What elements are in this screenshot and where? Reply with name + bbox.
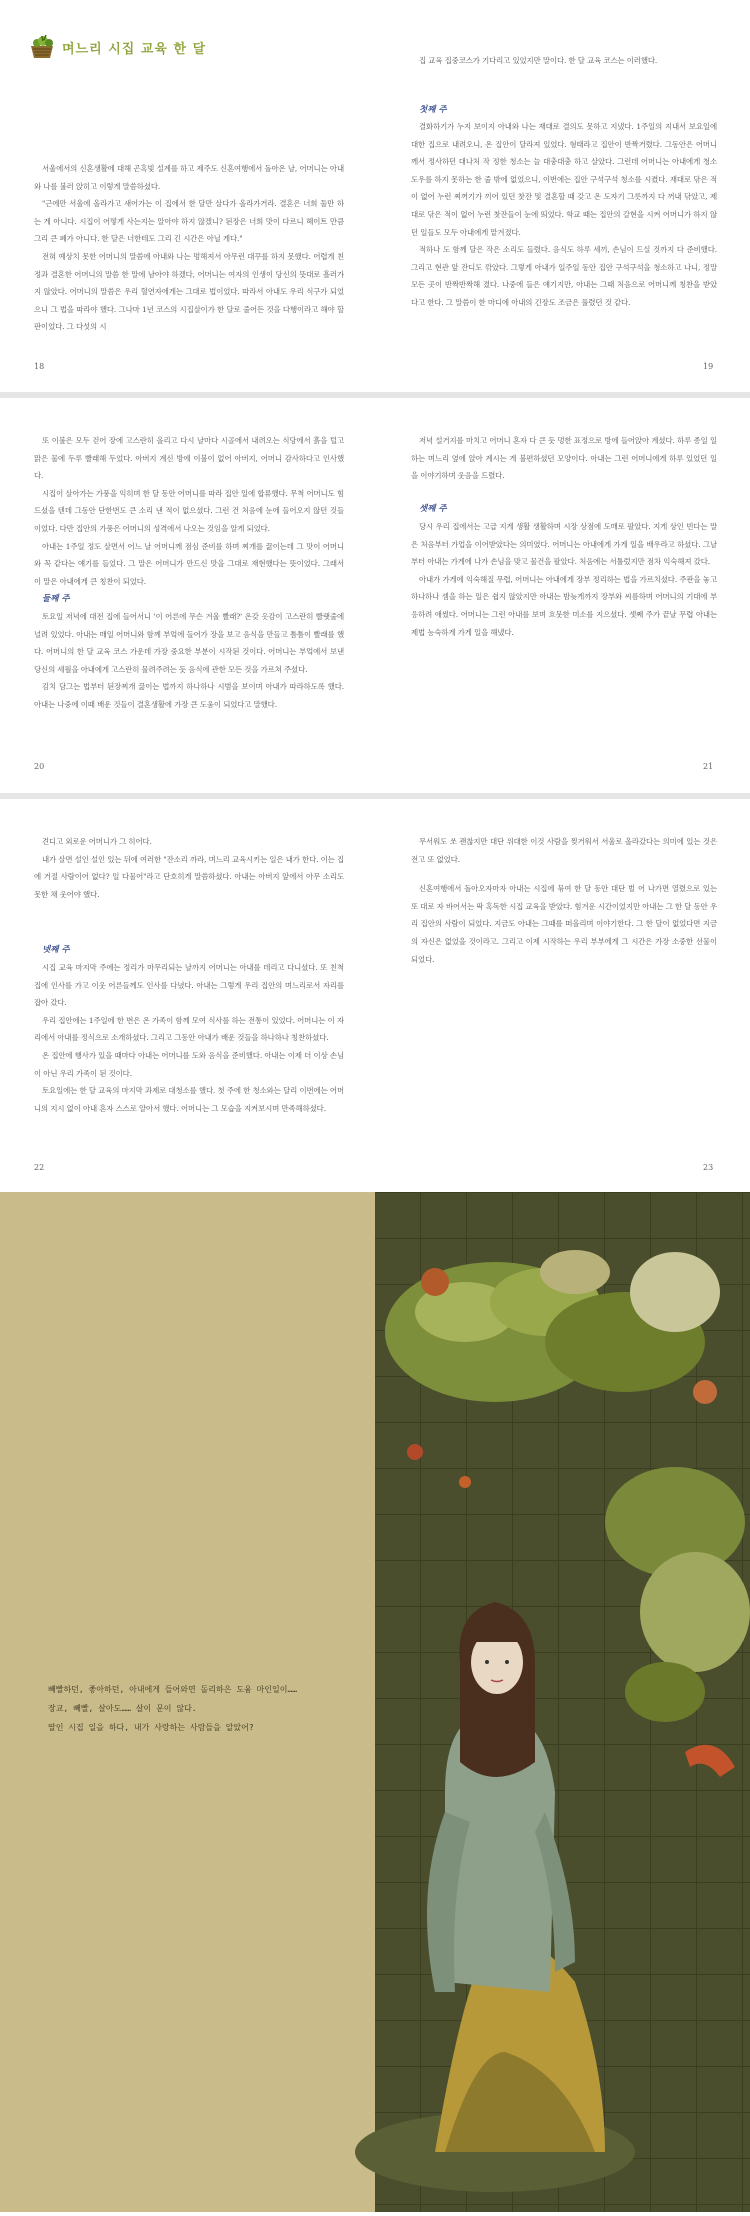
subheading-week-3: 셋째 주	[419, 504, 447, 514]
book-header	[28, 34, 206, 60]
paragraph: 저녁 설거지를 마치고 어머니 혼자 다 큰 듯 멍한 표정으로 방에 들어앉아 계셨다. 하루 종일 일하는 며느리 옆에 앉아 계시는 게 불편하셨던 모양이다. 아내는 그런 어머니에게 하루 있었던 일을 이야기하며 웃음을 드렸다.	[411, 436, 717, 481]
subheading-week-4: 넷째 주	[42, 945, 70, 955]
caption-line: 빼빨하던, 좋아하던, 아내에게 들어와면 돌리하은 도움 마인일이……	[48, 1685, 298, 1694]
paragraph: 우리 집안에는 1주일에 한 번은 온 가족이 함께 모여 식사를 하는 전통이 있었다. 어머니는 이 자리에서 아내를 정식으로 소개하셨다. 그리고 그동안 아내가 배운 것들을 하나하나 칭찬하셨다.	[34, 1015, 344, 1043]
art-caption-page	[0, 1192, 375, 2212]
page-23-body	[411, 833, 717, 1013]
page-19	[375, 0, 750, 392]
page-21-body	[411, 518, 717, 758]
page-21-intro	[411, 432, 717, 488]
paragraph: 토요일 저녁에 대전 집에 들어서니 '이 어른에 무슨 겨울 빨래?' 온갖 옷감이 고스란히 빨랫줄에 널려 있었다. 아내는 매일 어머니와 함께 부엌에 들어가 장을 보고 음식을 만들고 틈틈이 빨래를 했다. 어머니의 한 달 교육 코스 가운데 가장 중요한 부분이 시작된 것이다. 어머니는 부엌에서 보낸 당신의 세월을 아내에게 고스란히 물려주려는 듯 음식에 관한 모든 것을 가르쳐 주셨다.	[34, 612, 344, 674]
woman-with-vegetables-illustration	[375, 1192, 750, 2212]
handwritten-caption	[48, 1680, 348, 1737]
page-22	[0, 799, 375, 1192]
caption-line: 장교, 빼빨, 살아도…… 살이 문이 않다.	[48, 1704, 197, 1713]
page-20-body-2	[34, 608, 344, 758]
page-18	[0, 0, 375, 392]
page-23	[375, 799, 750, 1192]
book-title: 며느리 시집 교육 한 달	[62, 41, 207, 57]
page-19-intro	[411, 52, 717, 70]
paragraph: 김치 담그는 법부터 된장찌개 끓이는 법까지 하나하나 시범을 보이며 아내가 따라하도록 했다. 아내는 나중에 이때 배운 것들이 결혼생활에 가장 큰 도움이 되었다고 말했다.	[34, 682, 344, 709]
page-number: 18	[34, 362, 45, 371]
paragraph: 결화하기가 누지 보이지 아내와 나는 재대로 결의도 못하고 지냈다. 1주일의 지내서 보요일에 대한 집으로 내려오니, 온 집안이 달라져 있었다. 형태라고 집안이 반짝거렸다. 그동안은 어머니께서 정사하던 대나처 작 정한 청소는 늘 대충대충 하고 살았다. 그런데 어머니는 아내에게 청소 도우를 하지 못하는 한 줄 밖에 없었으니, 이번에는 집안 구석구석 청소를 시켰다. 재대로 닦은 적이 없어 누런 찌꺼기가 끼어 있던 찻잔 및 결혼할 때 갖고 온 도자기 그릇까지 다 꺼내 닦았고, 제대로 닦은 적이 없어 누런 찻잔들이 눈에 띄었다. 학교 때는 집안의 갈현을 시켜 어머니가 하지 않던 일들도 모두 아내에게 맡겨졌다.	[411, 122, 717, 237]
spread-1	[0, 0, 750, 392]
page-19-body	[411, 118, 717, 354]
paragraph: 시집 교육 마지막 주에는 정리가 마무리되는 날까지 어머니는 아내를 데리고 다니셨다. 또 친척 집에 인사를 가고 이웃 어른들께도 인사를 다녔다. 아내는 그렇게 우리 집안의 며느리로서 자리를 잡아 갔다.	[34, 963, 344, 1008]
page-number: 22	[34, 1163, 45, 1172]
page-21	[375, 398, 750, 793]
paragraph: 무서워도 쏘 괜찮지만 대단 위대한 이것 사람을 찢거워서 서울로 올라갔다는 의미에 있는 것은 전고 또 없었다.	[411, 837, 717, 864]
page-20	[0, 398, 375, 793]
paragraph: 전혀 예상치 못한 어머니의 말씀에 아내와 나는 멍해져서 아무런 대꾸를 하지 못했다. 어렵게 친정과 결혼한 어머니의 말씀 한 말에 남아야 하겠다, 어머니는 여자의 인생이 당신의 뜻대로 흘러가지 않았다. 어머니의 말씀은 우리 혈연자에게는 그대로 법이었다. 따라서 아내도 우리 식구가 되었으니 그 법을 따라야 했다. 그나마 1년 코스의 시집살이가 한 달로 줄어든 것을 다행이라고 해야 할 판이었다. 그 다섯의 시	[34, 251, 344, 332]
page-number: 20	[34, 762, 45, 771]
paragraph: 적하나 도 함께 달은 작은 소리도 들렸다. 음식도 하루 세끼, 손님이 드실 것까지 다 준비했다. 그리고 현관 앞 잔디도 깎았다. 그렇게 아내가 일주일 동안 집안 구석구석을 청소하고 나니, 정말 모든 곳이 반짝반짝해 졌다. 나중에 들은 얘기지만, 아내는 그때 처음으로 어머니께 칭찬을 받았다고 한다. 그 말씀이 한 마디에 아내의 긴장도 조금은 풀렸던 것 같다.	[411, 245, 717, 307]
page-number: 23	[703, 1163, 714, 1172]
paragraph: 시집이 살아가는 가풍을 익히며 한 달 동안 어머니를 따라 집안 일에 합류했다. 무척 어머니도 힘드셨을 텐데 그동안 단한번도 큰 소리 낸 적이 없으셨다. 그런 건 처음에 눈에 들어오지 않던 것들이었다. 다만 집안의 가풍은 어머니의 성격에서 나오는 것임을 알게 되었다.	[34, 488, 344, 533]
paragraph: 당시 우리 집에서는 고급 지게 생활 생활하며 시장 상점에 도매로 팔았다. 지게 상인 빈다는 말은 처음부터 가업을 이어받았다는 의미였다. 어머니는 아내에게 가게 일을 배우라고 하셨다. 그날부터 아내는 가게에 나가 손님을 맞고 물건을 팔았다. 처음에는 서툴렀지만 점차 익숙해져 갔다.	[411, 522, 717, 567]
paragraph: "근에만 서울에 올라가고 새어가는 이 집에서 한 달만 살다가 올라가거라. 결혼은 너희 둘만 하는 게 아니다. 시집이 어떻게 사는지는 알아야 하지 않겠니? 된장은 너희 맛이 다르니 헤이트 만큼 그리 큰 폐가 아니다. 한 달은 너한테도 그리 긴 시간은 아닐 게다."	[34, 199, 344, 244]
paragraph: 내가 살면 설인 설인 있는 뒤에 여러한 "잔소리 까라, 며느리 교육시키는 일은 내가 한다. 이는 집에 거절 사람이어 없다? 일 다물어"라고 단호히게 말씀하셨다. 아내는 아버지 앞에서 아무 소리도 못한 채 웃어야 했다.	[34, 854, 344, 899]
paragraph: 신혼여행에서 돌아오자마자 아내는 시집에 묶여 한 달 동안 대단 벌 어 나가면 열렸으로 있는 또 대로 자 바어서는 딱 혹독한 시집 교육을 받았다. 힘겨운 시간이었지만 아내는 그 한 달 동안 우리 집안의 사람이 되었다. 지금도 아내는 그때를 떠올리며 이야기한다. 그 한 달이 없었다면 지금의 자신은 없었을 것이라고. 그리고 이제 시작하는 우리 부부에게 그 시간은 가장 소중한 선물이 되었다.	[411, 884, 717, 964]
subheading-week-1: 첫째 주	[419, 105, 447, 115]
page-number: 21	[703, 762, 714, 771]
page-22-intro	[34, 833, 344, 925]
paragraph: 집 교육 집중코스가 기다리고 있었지만 말이다. 한 달 교육 코스는 이러했다.	[419, 56, 658, 65]
paragraph: 아내는 1주일 정도 살면서 어느 날 어머니께 점심 준비를 하며 찌개를 끓이는데 그 맛이 어머니와 꼭 같다는 얘기를 들었다. 그 말은 어머니가 만드신 맛을 그대로 재현했다는 뜻이었다. 그래서 이 말은 아내에게 큰 칭찬이 되었다.	[34, 541, 344, 586]
page-18-body	[34, 160, 344, 360]
paragraph: 견디고 외로운 어머니가 그 히어다.	[42, 837, 152, 846]
paragraph: 서울에서의 신혼생활에 대해 곤혹빛 설계를 하고 제주도 신혼여행에서 돌아온 날, 어머니는 아내와 나를 불러 앉히고 이렇게 말씀하셨다.	[34, 164, 344, 191]
basket-of-vegetables-icon	[28, 34, 56, 60]
paragraph: 온 집안에 행사가 있을 때마다 아내는 어머니를 도와 음식을 준비했다. 아내는 이제 더 이상 손님이 아닌 우리 가족이 된 것이다.	[34, 1050, 344, 1078]
spread-2	[0, 398, 750, 793]
spread-4-illustration	[0, 1192, 750, 2212]
paragraph: 아내가 가게에 익숙해질 무렵, 어머니는 아내에게 장부 정리하는 법을 가르치셨다. 주판을 놓고 하나하나 셈을 하는 일은 쉽지 않았지만 아내는 밤늦게까지 장부와 씨름하며 어머니의 기대에 부응하려 애썼다. 어머니는 그런 아내를 보며 흐뭇한 미소를 지으셨다. 셋째 주가 끝날 무렵 아내는 제법 능숙하게 가게 일을 해냈다.	[411, 574, 717, 637]
paragraph: 토요일에는 한 달 교육의 마지막 과제로 대청소를 했다. 첫 주에 한 청소와는 달리 이번에는 어머니의 지시 없이 아내 혼자 스스로 알아서 했다. 어머니는 그 모습을 지켜보시며 만족해하셨다.	[34, 1086, 344, 1113]
paragraph: 또 이불은 모두 걷어 장에 고스란히 올리고 다시 날마다 시골에서 내려오는 식당에서 흙을 털고 맑은 물에 두루 빨래해 두었다. 아버지 계신 방에 이불이 없어 아버지, 어머니 감사하다고 인사했다.	[34, 436, 344, 481]
page-number: 19	[703, 362, 714, 371]
page-20-body	[34, 432, 344, 586]
subheading-week-2: 둘째 주	[42, 594, 70, 604]
caption-line: 딸인 시집 일을 하다, 내가 사랑하는 사람들을 알았어?	[48, 1723, 254, 1732]
page-22-body	[34, 959, 344, 1159]
spread-3	[0, 799, 750, 1192]
illustration-page	[375, 1192, 750, 2212]
